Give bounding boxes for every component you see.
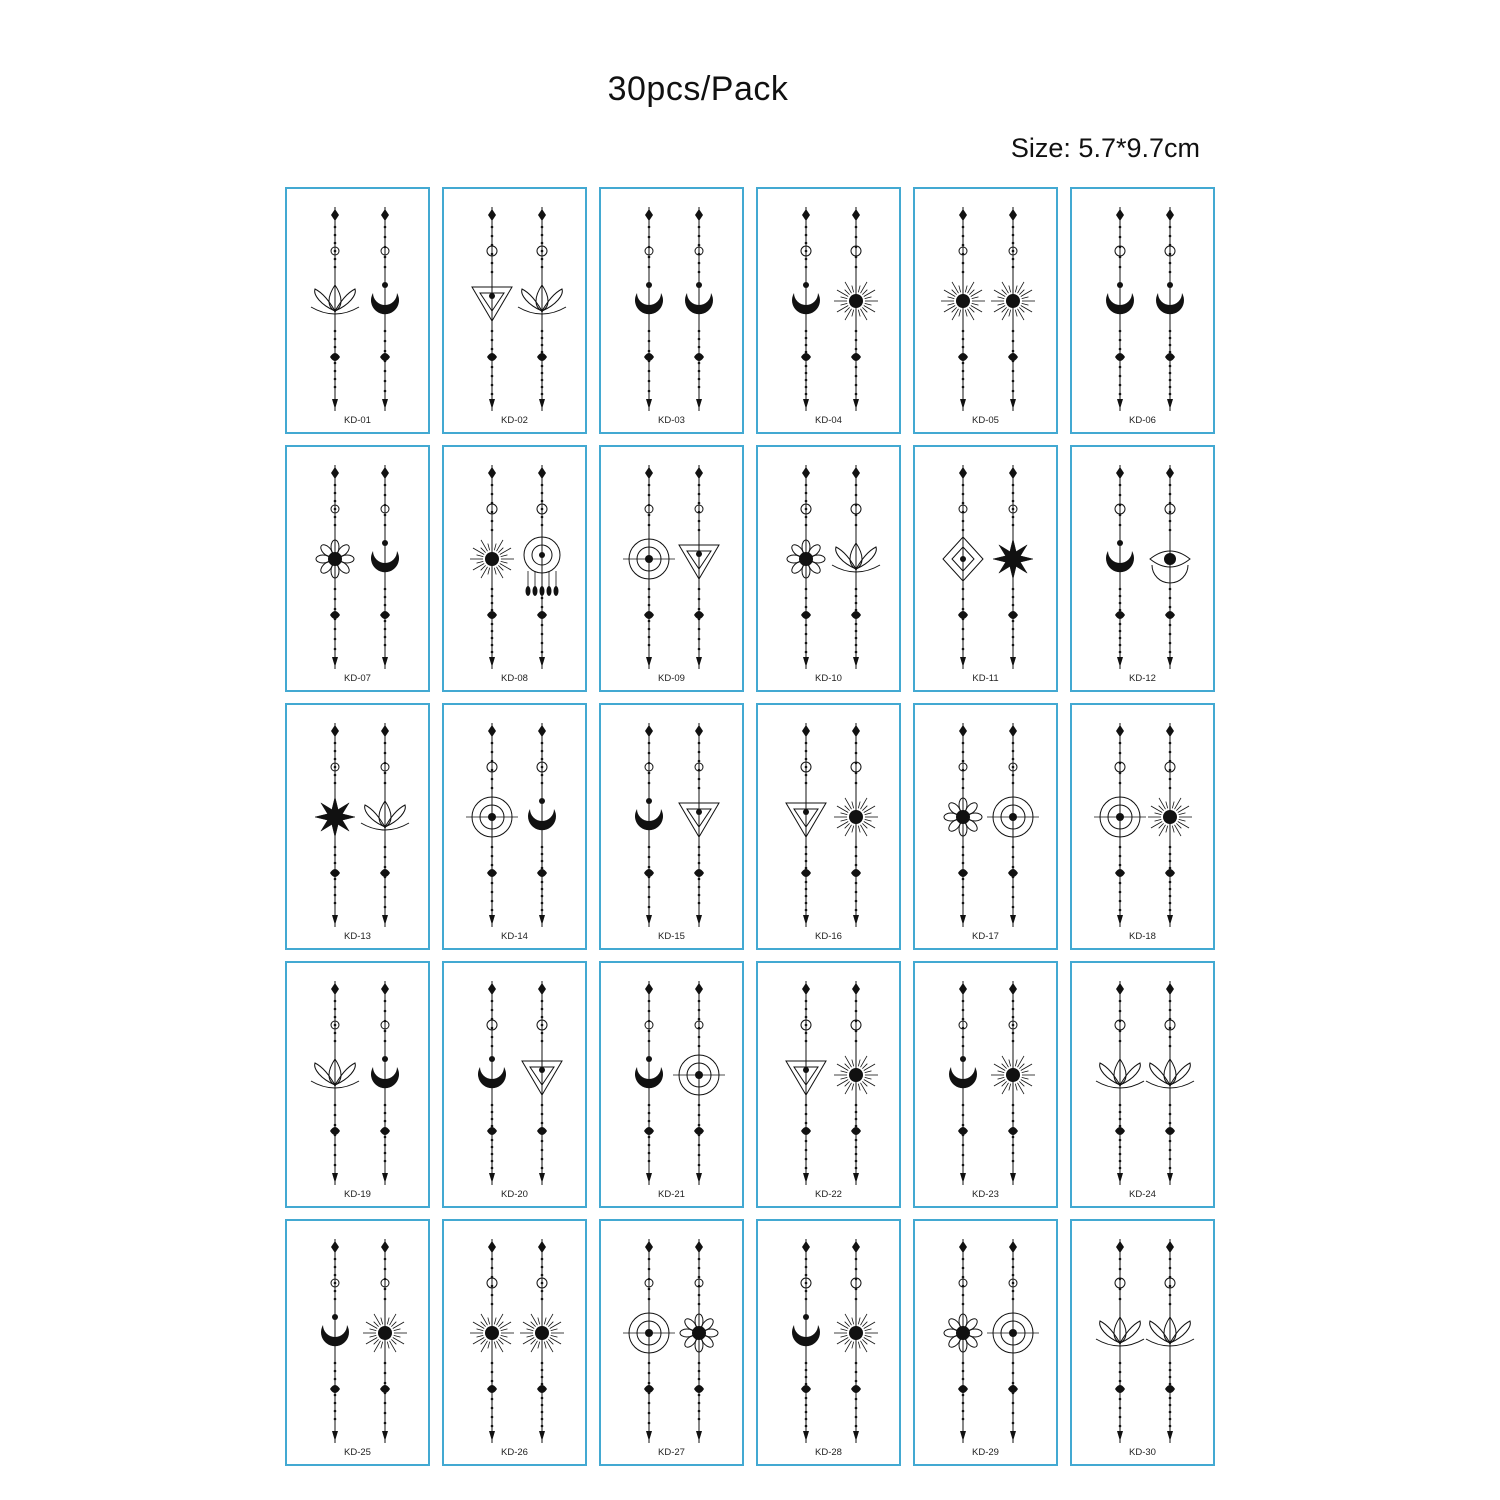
tattoo-code-label: KD-01 (344, 415, 371, 426)
tattoo-artwork (444, 189, 589, 436)
tattoo-artwork (287, 963, 432, 1210)
tattoo-strand-left (466, 723, 518, 927)
tattoo-card (442, 961, 587, 1208)
tattoo-strand-right (520, 1239, 564, 1443)
tattoo-card (756, 1219, 901, 1466)
tattoo-code-label: KD-18 (1129, 931, 1156, 942)
tattoo-strand-right (1156, 207, 1184, 411)
tattoo-strand-left (472, 207, 512, 411)
tattoo-code-label: KD-12 (1129, 673, 1156, 684)
tattoo-strand-right (987, 1239, 1039, 1443)
tattoo-artwork (915, 189, 1060, 436)
tattoo-card (285, 1219, 430, 1466)
tattoo-card (913, 187, 1058, 434)
tattoo-card (599, 187, 744, 434)
tattoo-artwork (601, 1221, 746, 1468)
tattoo-card (442, 703, 587, 950)
tattoo-card (599, 703, 744, 950)
tattoo-code-label: KD-04 (815, 415, 842, 426)
tattoo-strand-left (315, 723, 355, 927)
tattoo-strand-left (786, 723, 826, 927)
tattoo-card (442, 1219, 587, 1466)
tattoo-strand-right (832, 465, 880, 669)
tattoo-strand-right (673, 981, 725, 1185)
tattoo-artwork (287, 189, 432, 436)
tattoo-strand-left (786, 981, 826, 1185)
tattoo-code-label: KD-10 (815, 673, 842, 684)
tattoo-card (442, 445, 587, 692)
tattoo-card (756, 961, 901, 1208)
tattoo-card (285, 187, 430, 434)
tattoo-strand-right (371, 207, 399, 411)
tattoo-strand-right (363, 1239, 407, 1443)
tattoo-artwork (444, 1221, 589, 1468)
tattoo-artwork (1072, 189, 1217, 436)
tattoo-artwork (601, 963, 746, 1210)
tattoo-artwork (915, 447, 1060, 694)
tattoo-code-label: KD-02 (501, 415, 528, 426)
tattoo-card (1070, 703, 1215, 950)
tattoo-code-label: KD-24 (1129, 1189, 1156, 1200)
tattoo-strand-right (685, 207, 713, 411)
tattoo-strand-right (522, 981, 562, 1185)
tattoo-strand-left (944, 1239, 982, 1443)
tattoo-code-label: KD-07 (344, 673, 371, 684)
tattoo-strand-left (1096, 1239, 1144, 1443)
tattoo-strand-left (635, 207, 663, 411)
tattoo-card (756, 703, 901, 950)
tattoo-strand-right (1148, 723, 1192, 927)
tattoo-strand-left (311, 207, 359, 411)
tattoo-code-label: KD-06 (1129, 415, 1156, 426)
tattoo-strand-left (1094, 723, 1146, 927)
tattoo-strand-right (361, 723, 409, 927)
tattoo-code-label: KD-11 (972, 673, 999, 684)
tattoo-card (599, 961, 744, 1208)
tattoo-strand-right (680, 1239, 718, 1443)
tattoo-artwork (915, 1221, 1060, 1468)
tattoo-code-label: KD-27 (658, 1447, 685, 1458)
tattoo-code-label: KD-15 (658, 931, 685, 942)
tattoo-code-label: KD-26 (501, 1447, 528, 1458)
tattoo-strand-right (834, 1239, 878, 1443)
tattoo-artwork (287, 447, 432, 694)
tattoo-code-label: KD-09 (658, 673, 685, 684)
tattoo-strand-left (623, 465, 675, 669)
tattoo-grid (285, 187, 1215, 1467)
tattoo-code-label: KD-13 (344, 931, 371, 942)
tattoo-strand-right (679, 723, 719, 927)
tattoo-strand-right (528, 723, 556, 927)
tattoo-artwork (287, 705, 432, 952)
tattoo-strand-left (635, 981, 663, 1185)
tattoo-strand-right (524, 465, 560, 669)
tattoo-artwork (758, 963, 903, 1210)
tattoo-card (913, 445, 1058, 692)
tattoo-card (599, 1219, 744, 1466)
tattoo-strand-left (623, 1239, 675, 1443)
tattoo-card (285, 703, 430, 950)
tattoo-artwork (1072, 705, 1217, 952)
tattoo-strand-right (1146, 981, 1194, 1185)
tattoo-card (1070, 1219, 1215, 1466)
tattoo-card (599, 445, 744, 692)
page-title: 30pcs/Pack (607, 70, 789, 108)
tattoo-code-label: KD-14 (501, 931, 528, 942)
tattoo-strand-left (311, 981, 359, 1185)
tattoo-strand-left (1096, 981, 1144, 1185)
tattoo-artwork (444, 447, 589, 694)
tattoo-code-label: KD-05 (972, 415, 999, 426)
tattoo-strand-left (792, 207, 820, 411)
tattoo-strand-left (635, 723, 663, 927)
tattoo-code-label: KD-20 (501, 1189, 528, 1200)
tattoo-strand-right (518, 207, 566, 411)
tattoo-code-label: KD-30 (1129, 1447, 1156, 1458)
tattoo-strand-right (991, 207, 1035, 411)
tattoo-strand-right (371, 981, 399, 1185)
tattoo-card (756, 187, 901, 434)
tattoo-artwork (601, 447, 746, 694)
tattoo-strand-left (949, 981, 977, 1185)
tattoo-artwork (758, 1221, 903, 1468)
tattoo-card (285, 445, 430, 692)
tattoo-strand-left (787, 465, 825, 669)
tattoo-strand-left (943, 465, 983, 669)
tattoo-artwork (1072, 1221, 1217, 1468)
tattoo-strand-left (321, 1239, 349, 1443)
tattoo-artwork (1072, 963, 1217, 1210)
tattoo-code-label: KD-29 (972, 1447, 999, 1458)
tattoo-card (913, 703, 1058, 950)
tattoo-strand-right (1150, 465, 1190, 669)
tattoo-strand-left (470, 1239, 514, 1443)
tattoo-strand-left (470, 465, 514, 669)
tattoo-artwork (758, 189, 903, 436)
tattoo-code-label: KD-25 (344, 1447, 371, 1458)
tattoo-card (1070, 187, 1215, 434)
size-label: Size: 5.7*9.7cm (1010, 133, 1200, 163)
tattoo-card (913, 1219, 1058, 1466)
tattoo-card (1070, 961, 1215, 1208)
tattoo-strand-right (371, 465, 399, 669)
tattoo-artwork (601, 189, 746, 436)
tattoo-card (913, 961, 1058, 1208)
tattoo-strand-left (944, 723, 982, 927)
tattoo-strand-left (792, 1239, 820, 1443)
tattoo-strand-right (991, 981, 1035, 1185)
tattoo-strand-right (834, 981, 878, 1185)
tattoo-artwork (915, 963, 1060, 1210)
tattoo-code-label: KD-17 (972, 931, 999, 942)
tattoo-code-label: KD-08 (501, 673, 528, 684)
tattoo-code-label: KD-16 (815, 931, 842, 942)
tattoo-card (1070, 445, 1215, 692)
tattoo-artwork (287, 1221, 432, 1468)
tattoo-artwork (915, 705, 1060, 952)
tattoo-strand-right (834, 723, 878, 927)
tattoo-strand-right (679, 465, 719, 669)
tattoo-card (756, 445, 901, 692)
tattoo-strand-left (1106, 465, 1134, 669)
tattoo-artwork (601, 705, 746, 952)
tattoo-strand-left (1106, 207, 1134, 411)
tattoo-strand-right (1146, 1239, 1194, 1443)
tattoo-code-label: KD-03 (658, 415, 685, 426)
tattoo-artwork (444, 705, 589, 952)
tattoo-code-label: KD-23 (972, 1189, 999, 1200)
tattoo-strand-right (993, 465, 1033, 669)
tattoo-card (285, 961, 430, 1208)
tattoo-code-label: KD-21 (658, 1189, 685, 1200)
tattoo-artwork (758, 447, 903, 694)
tattoo-artwork (444, 963, 589, 1210)
tattoo-strand-left (478, 981, 506, 1185)
tattoo-artwork (1072, 447, 1217, 694)
tattoo-code-label: KD-19 (344, 1189, 371, 1200)
tattoo-code-label: KD-22 (815, 1189, 842, 1200)
tattoo-card (442, 187, 587, 434)
tattoo-strand-left (941, 207, 985, 411)
tattoo-strand-right (834, 207, 878, 411)
tattoo-strand-right (987, 723, 1039, 927)
tattoo-code-label: KD-28 (815, 1447, 842, 1458)
tattoo-strand-left (316, 465, 354, 669)
tattoo-artwork (758, 705, 903, 952)
